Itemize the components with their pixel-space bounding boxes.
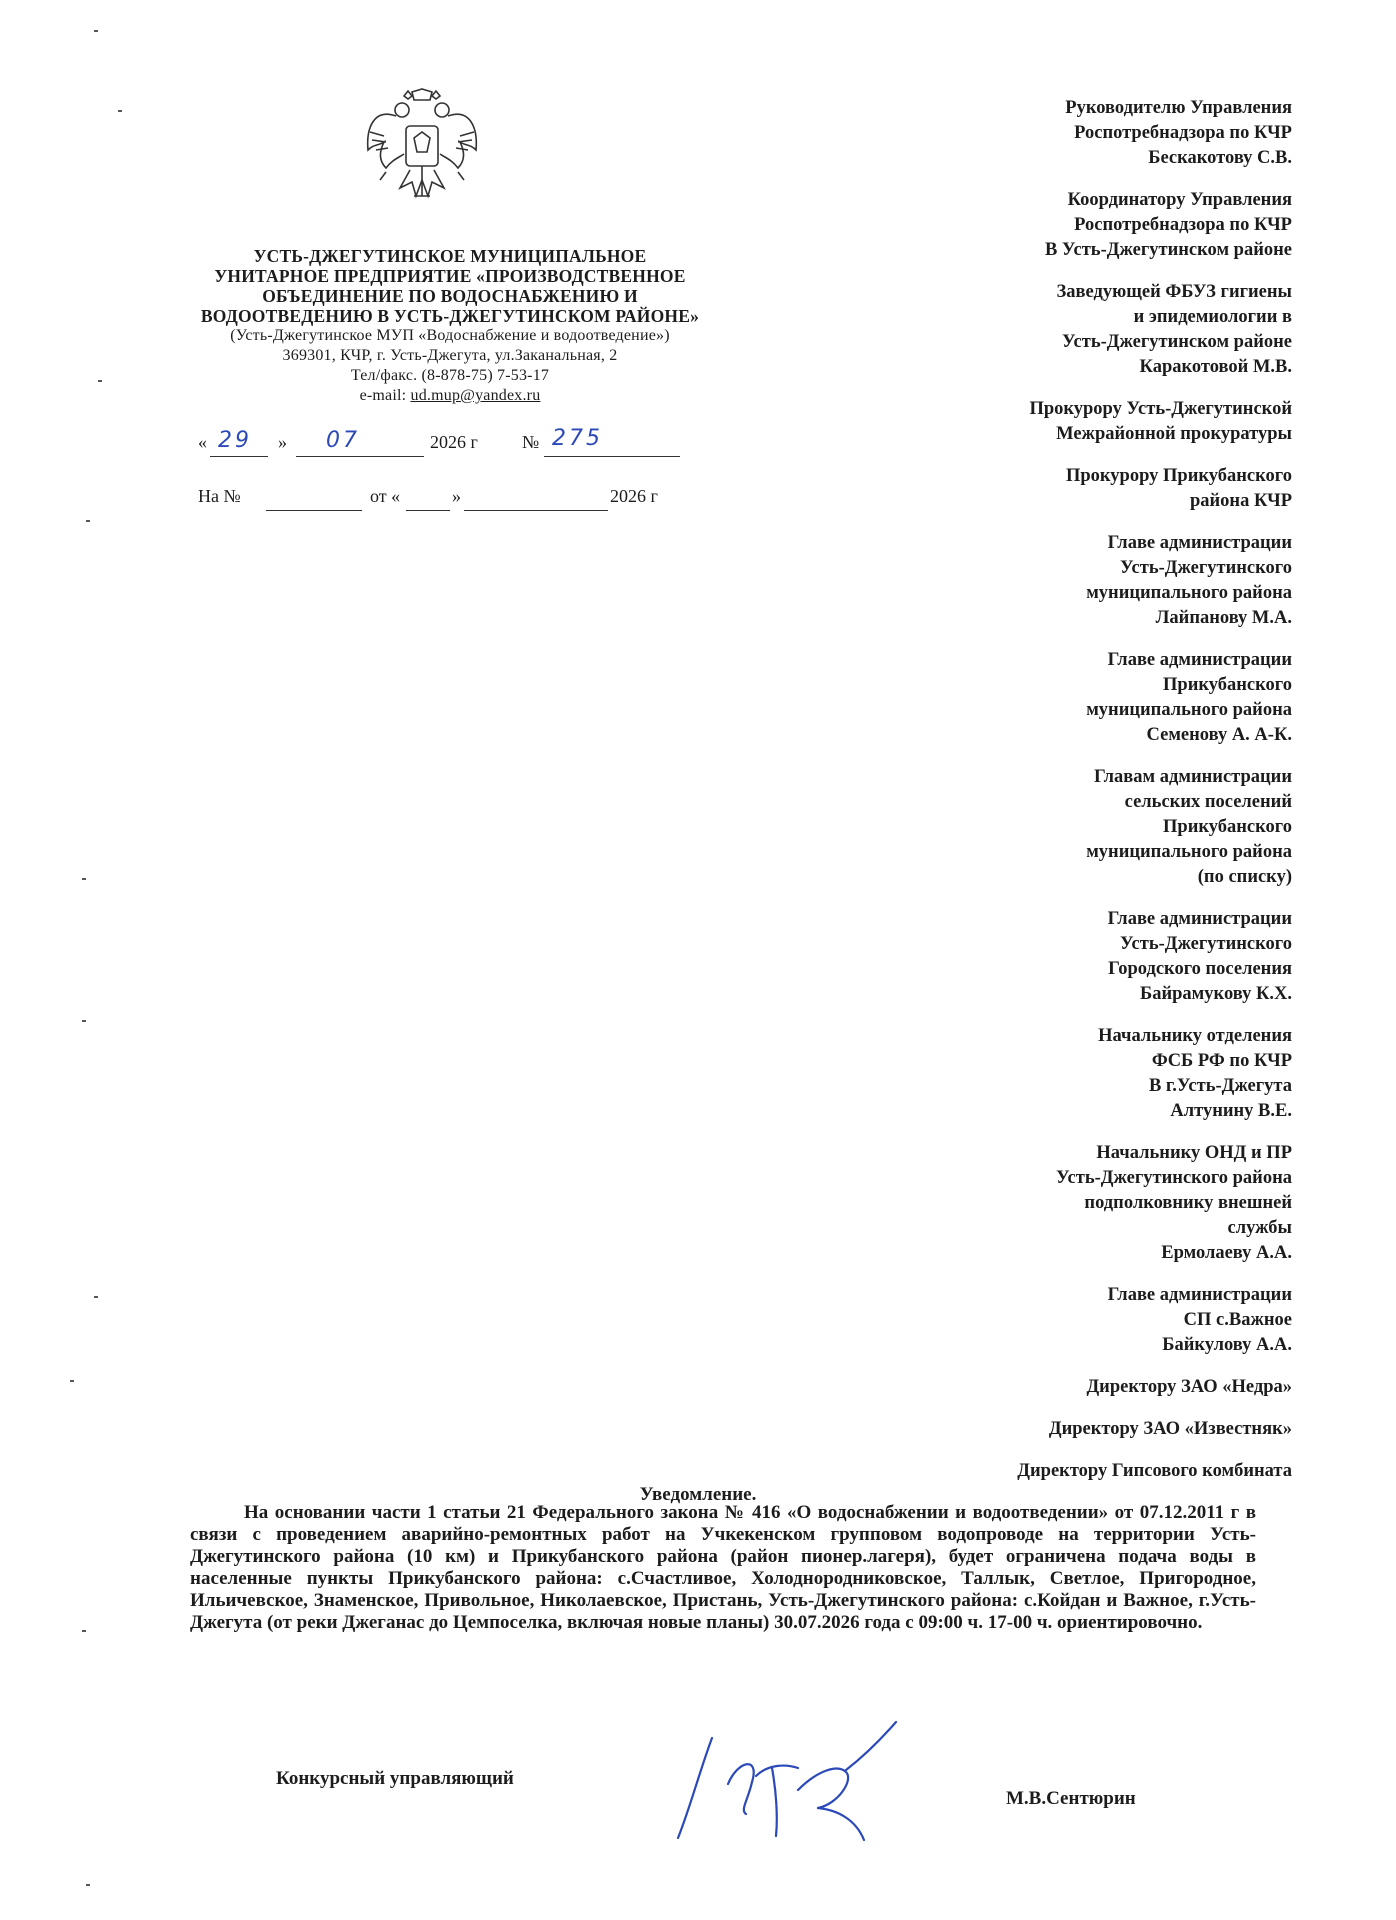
addressee-line: Главе администрации xyxy=(1107,650,1292,670)
coat-of-arms-emblem xyxy=(364,88,480,214)
addressee-line: Начальнику отделения xyxy=(1098,1026,1292,1046)
addressee-line: Директору Гипсового комбината xyxy=(1017,1461,1292,1481)
addressee-block xyxy=(732,1141,1292,1266)
addressee-block xyxy=(732,1459,1292,1484)
handwritten-signature xyxy=(668,1720,918,1850)
ref-year: 2026 г xyxy=(610,486,658,506)
addressee-line: Бескакотову С.В. xyxy=(1148,148,1292,168)
addressee-block xyxy=(732,907,1292,1007)
addressee-line: Роспотребнадзора по КЧР xyxy=(1074,215,1292,235)
addressee-line: Главе администрации xyxy=(1107,1285,1292,1305)
scan-speck xyxy=(98,380,102,382)
addressee-line: Главам администрации xyxy=(1093,767,1292,787)
addressee-line: Усть-Джегутинского района xyxy=(1055,1168,1292,1188)
addressee-block xyxy=(732,531,1292,631)
org-phone: Тел/факс. (8-878-75) 7-53-17 xyxy=(350,367,550,384)
number-label: № xyxy=(522,432,540,452)
org-short-name: (Усть-Джегутинское МУП «Водоснабжение и водоотведение») xyxy=(230,327,670,344)
number-handwritten: 275 xyxy=(552,426,603,451)
addressee-block xyxy=(732,1283,1292,1358)
org-email xyxy=(180,386,720,406)
addressee-block xyxy=(732,1024,1292,1124)
organization-letterhead xyxy=(180,246,720,406)
addressee-line: Роспотребнадзора по КЧР xyxy=(1074,123,1292,143)
reference-line xyxy=(198,486,698,514)
addressee-list xyxy=(732,96,1292,1501)
org-address: 369301, КЧР, г. Усть-Джегута, ул.Заканальная, 2 xyxy=(282,347,618,364)
addressee-line: Ермолаеву А.А. xyxy=(1161,1243,1292,1263)
addressee-block xyxy=(732,397,1292,447)
org-name-line: УСТЬ-ДЖЕГУТИНСКОЕ МУНИЦИПАЛЬНОЕ xyxy=(253,246,647,266)
scan-speck xyxy=(86,1884,90,1886)
addressee-block xyxy=(732,1375,1292,1400)
addressee-line: и эпидемиологии в xyxy=(1133,307,1292,327)
addressee-line: Прикубанского xyxy=(1163,817,1292,837)
addressee-line: Усть-Джегутинского xyxy=(1119,558,1292,578)
addressee-line: сельских поселений xyxy=(1124,792,1292,812)
addressee-line: района КЧР xyxy=(1189,491,1292,511)
ref-month-blank xyxy=(464,486,608,511)
addressee-block xyxy=(732,280,1292,380)
addressee-line: Усть-Джегутинского xyxy=(1119,934,1292,954)
addressee-line: Городского поселения xyxy=(1108,959,1292,979)
addressee-line: Каракотовой М.В. xyxy=(1139,357,1292,377)
date-day-handwritten: 29 xyxy=(218,428,252,453)
addressee-line: муниципального района xyxy=(1086,583,1292,603)
addressee-line: Байрамукову К.Х. xyxy=(1140,984,1292,1004)
scan-speck xyxy=(82,878,86,880)
date-open-quote: « xyxy=(198,432,207,452)
addressee-line: Руководителю Управления xyxy=(1065,98,1292,118)
addressee-line: Заведующей ФБУЗ гигиены xyxy=(1056,282,1292,302)
addressee-line: СП с.Важное xyxy=(1183,1310,1292,1330)
notice-title: Уведомление. xyxy=(639,1484,757,1505)
email-address: ud.mup@yandex.ru xyxy=(410,387,541,404)
addressee-line: Усть-Джегутинском районе xyxy=(1061,332,1292,352)
addressee-line: Межрайонной прокуратуры xyxy=(1056,424,1292,444)
addressee-line: Лайпанову М.А. xyxy=(1155,608,1292,628)
scan-speck xyxy=(82,1630,86,1632)
date-month-handwritten: 07 xyxy=(326,428,360,453)
addressee-block xyxy=(732,188,1292,263)
addressee-line: Прокурору Прикубанского xyxy=(1065,466,1292,486)
scan-speck xyxy=(82,1020,86,1022)
addressee-line: службы xyxy=(1227,1218,1292,1238)
signatory-role: Конкурсный управляющий xyxy=(276,1768,514,1789)
scan-speck xyxy=(94,1296,98,1298)
addressee-line: Главе администрации xyxy=(1107,909,1292,929)
ref-number-blank xyxy=(266,486,362,511)
addressee-line: Координатору Управления xyxy=(1067,190,1292,210)
org-name-line: ВОДООТВЕДЕНИЮ В УСТЬ-ДЖЕГУТИНСКОМ РАЙОНЕ» xyxy=(200,306,700,326)
addressee-line: Прикубанского xyxy=(1163,675,1292,695)
addressee-line: (по списку) xyxy=(1197,867,1292,887)
addressee-block xyxy=(732,464,1292,514)
email-label: e-mail: xyxy=(359,387,407,404)
ref-day-blank xyxy=(406,486,450,511)
org-name-line: УНИТАРНОЕ ПРЕДПРИЯТИЕ «ПРОИЗВОДСТВЕННОЕ xyxy=(214,266,686,286)
addressee-line: В г.Усть-Джегута xyxy=(1148,1076,1292,1096)
ref-close-quote: » xyxy=(452,486,461,506)
addressee-line: Байкулову А.А. xyxy=(1162,1335,1292,1355)
addressee-line: Главе администрации xyxy=(1107,533,1292,553)
org-name-line: ОБЪЕДИНЕНИЕ ПО ВОДОСНАБЖЕНИЮ И xyxy=(262,286,638,306)
outgoing-date-number-line xyxy=(198,426,698,460)
scan-speck xyxy=(86,520,90,522)
signatory-name: М.В.Сентюрин xyxy=(1006,1788,1136,1809)
date-close-quote: » xyxy=(278,432,287,452)
date-month-underline xyxy=(296,432,424,457)
notice-body: На основании части 1 статьи 21 Федерального закона № 416 «О водоснабжении и водоотведении» от 07.12.2011 г в связи с проведением аварийно-ремонтных работ на Учкекенском групповом водопроводе на территории Усть-Джегутинского района (10 км) и Прикубанского района (район пионер.лагеря), будет ограничена подача воды в населенные пункты Прикубанского района: с.Счастливое, Холоднородниковское, Таллык, Светлое, Пригородное, Ильичевское, Знаменское, Привольное, Николаевское, Пристань, Усть-Джегутинского района: с.Койдан и Важное, г.Усть-Джегута (от реки Джеганас до Цемпоселка, включая новые планы) 30.07.2026 года с 09:00 ч. 17-00 ч. ориентировочно. xyxy=(190,1502,1256,1633)
date-year: 2026 г xyxy=(430,432,478,452)
addressee-line: муниципального района xyxy=(1086,842,1292,862)
addressee-line: ФСБ РФ по КЧР xyxy=(1151,1051,1292,1071)
addressee-line: В Усть-Джегутинском районе xyxy=(1044,240,1292,260)
addressee-line: подполковнику внешней xyxy=(1084,1193,1292,1213)
ref-from-label: от « xyxy=(370,486,401,506)
addressee-line: Прокурору Усть-Джегутинской xyxy=(1029,399,1292,419)
addressee-block xyxy=(732,765,1292,890)
addressee-line: Начальнику ОНД и ПР xyxy=(1096,1143,1292,1163)
addressee-line: Семенову А. А-К. xyxy=(1146,725,1292,745)
scan-speck xyxy=(94,30,98,32)
ref-label: На № xyxy=(198,486,241,506)
addressee-block xyxy=(732,648,1292,748)
addressee-line: Алтунину В.Е. xyxy=(1170,1101,1292,1121)
scan-speck xyxy=(118,110,122,112)
addressee-line: Директору ЗАО «Недра» xyxy=(1086,1377,1292,1397)
addressee-block xyxy=(732,96,1292,171)
addressee-line: муниципального района xyxy=(1086,700,1292,720)
addressee-line: Директору ЗАО «Известняк» xyxy=(1048,1419,1292,1439)
scan-speck xyxy=(70,1380,74,1382)
addressee-block xyxy=(732,1417,1292,1442)
